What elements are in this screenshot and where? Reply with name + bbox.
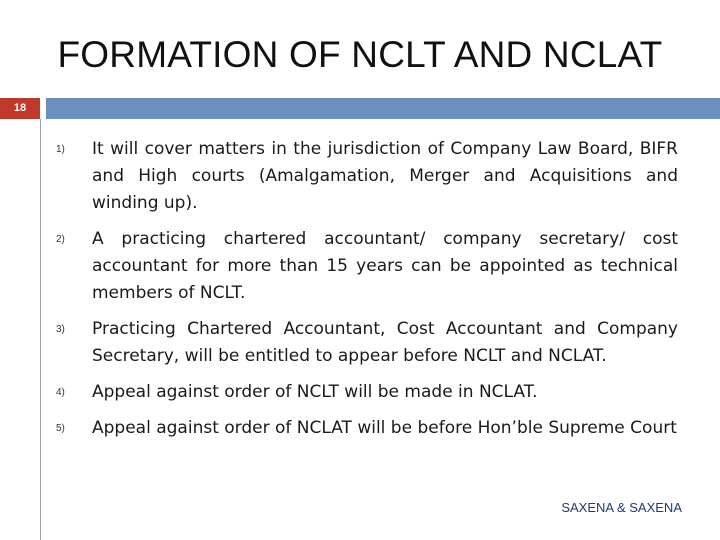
slide-title: FORMATION OF NCLT AND NCLAT bbox=[57, 34, 663, 75]
bullet-list bbox=[56, 136, 678, 451]
list-item bbox=[56, 136, 678, 217]
list-item bbox=[56, 316, 678, 370]
header-bar bbox=[46, 98, 720, 119]
list-marker: 3) bbox=[56, 324, 65, 335]
list-marker: 1) bbox=[56, 144, 65, 155]
list-item bbox=[56, 415, 678, 442]
left-divider-line bbox=[40, 119, 41, 540]
list-item-text: It will cover matters in the jurisdiction of Company Law Board, BIFR and High courts (Amalgamation, Merger and Acquisitions and winding up). bbox=[92, 139, 678, 213]
list-marker: 2) bbox=[56, 234, 65, 245]
list-item-text: Practicing Chartered Accountant, Cost Accountant and Company Secretary, will be entitled to appear before NCLT and NCLAT. bbox=[92, 319, 678, 366]
list-item-text: Appeal against order of NCLAT will be before Hon’ble Supreme Court bbox=[92, 418, 677, 438]
list-marker: 4) bbox=[56, 387, 65, 398]
list-item bbox=[56, 226, 678, 307]
list-marker: 5) bbox=[56, 423, 65, 434]
slide-number: 18 bbox=[0, 98, 40, 119]
list-item bbox=[56, 379, 678, 406]
list-item-text: A practicing chartered accountant/ company secretary/ cost accountant for more than 15 years can be appointed as technical members of NCLT. bbox=[92, 229, 678, 303]
list-item-text: Appeal against order of NCLT will be made in NCLAT. bbox=[92, 382, 538, 402]
footer-credit: SAXENA & SAXENA bbox=[561, 500, 682, 515]
